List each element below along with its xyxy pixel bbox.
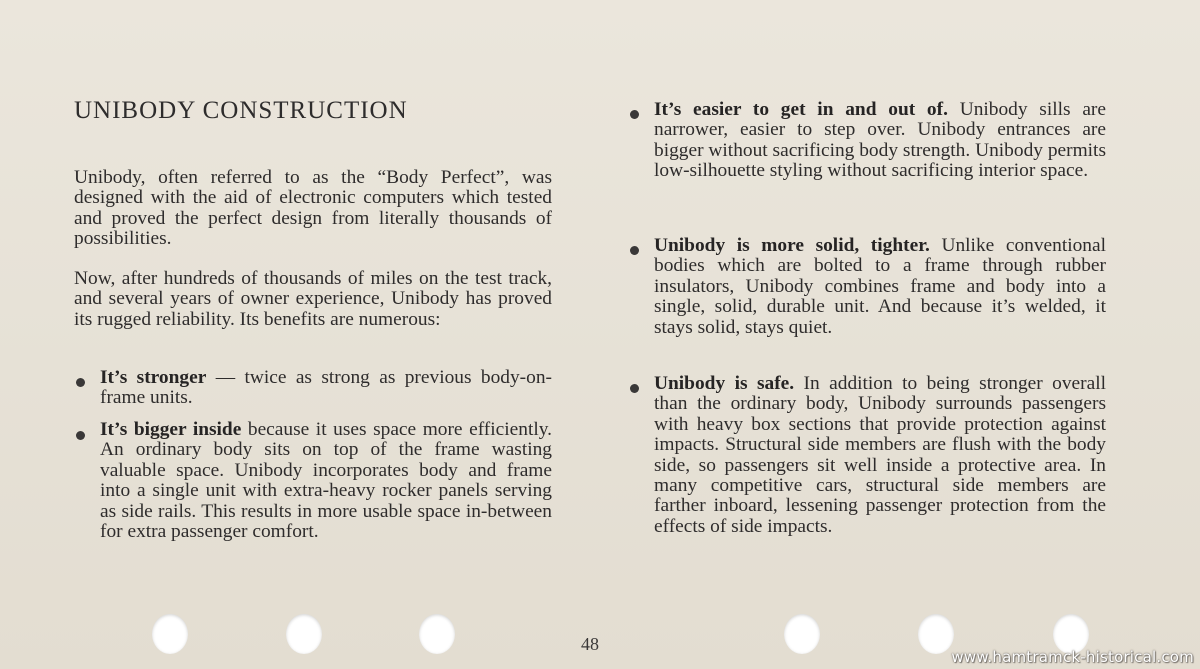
benefit-body: Unibody sills are narrower, easier to step over. Unibody entrances are bigger without sacrificing body strength. Unibody permits low-silhouette styling without sacrificing interior space. bbox=[654, 99, 1106, 182]
intro-paragraph: Unibody, often referred to as the “Body Perfect”, was designed with the aid of electronic computers which tested and proved the perfect design from literally thousands of possibilities. bbox=[74, 167, 552, 250]
benefit-body: because it uses space more efficiently. An ordinary body sits on top of the frame wasting valuable space. Unibody incorporates body and frame into a single unit with extra-heavy rocker panels serving as side rails. This results in more usable space in-between for extra passenger comfort. bbox=[100, 419, 553, 543]
benefit-text bbox=[74, 420, 552, 542]
benefit-item-easier-entry bbox=[628, 100, 1106, 182]
benefit-body: — twice as strong as previous body-on-frame units. bbox=[100, 367, 552, 409]
benefit-item-bigger-inside bbox=[74, 420, 552, 542]
benefit-item-safe bbox=[628, 374, 1106, 537]
bullet-icon bbox=[630, 384, 639, 393]
benefit-lead: Unibody is safe. bbox=[654, 373, 795, 394]
bullet-icon bbox=[76, 378, 85, 387]
benefit-lead: Unibody is more solid, tighter. bbox=[654, 235, 930, 256]
bullet-icon bbox=[630, 246, 639, 255]
benefit-text bbox=[628, 100, 1106, 182]
intro-paragraph: Now, after hundreds of thousands of miles on the test track, and several years of owner experience, Unibody has proved its rugged reliability. Its benefits are numerous: bbox=[74, 268, 552, 330]
benefit-text bbox=[628, 236, 1106, 338]
benefit-lead: It’s easier to get in and out of. bbox=[654, 99, 948, 120]
binder-hole bbox=[286, 614, 322, 654]
binder-hole bbox=[419, 614, 455, 654]
benefit-text bbox=[74, 368, 552, 409]
section-heading: UNIBODY CONSTRUCTION bbox=[74, 97, 408, 124]
page-number: 48 bbox=[581, 634, 599, 654]
bullet-icon bbox=[630, 110, 639, 119]
watermark: www.hamtramck-historical.com bbox=[951, 648, 1194, 666]
benefit-body: Unlike conventional bodies which are bolted to a frame through rubber insulators, Unibody combines frame and body into a single, solid, durable unit. And because it’s welded, it stays solid, stays quiet. bbox=[654, 235, 1106, 338]
benefit-item-more-solid bbox=[628, 236, 1106, 338]
bullet-icon bbox=[76, 431, 85, 440]
benefit-text bbox=[628, 374, 1106, 537]
binder-hole bbox=[784, 614, 820, 654]
benefit-lead: It’s stronger bbox=[100, 367, 207, 388]
binder-hole bbox=[918, 614, 954, 654]
benefit-lead: It’s bigger inside bbox=[100, 419, 242, 440]
benefit-body: In addition to being stronger overall than the ordinary body, Unibody surrounds passengers with heavy box sections that provide protection against impacts. Structural side members are flush with the body side, so passengers sit well inside a protective area. In many competitive cars, structural side members are farther inboard, lessening passenger protection from the effects of side impacts. bbox=[654, 373, 1106, 537]
benefit-item-stronger bbox=[74, 368, 552, 409]
binder-hole bbox=[152, 614, 188, 654]
